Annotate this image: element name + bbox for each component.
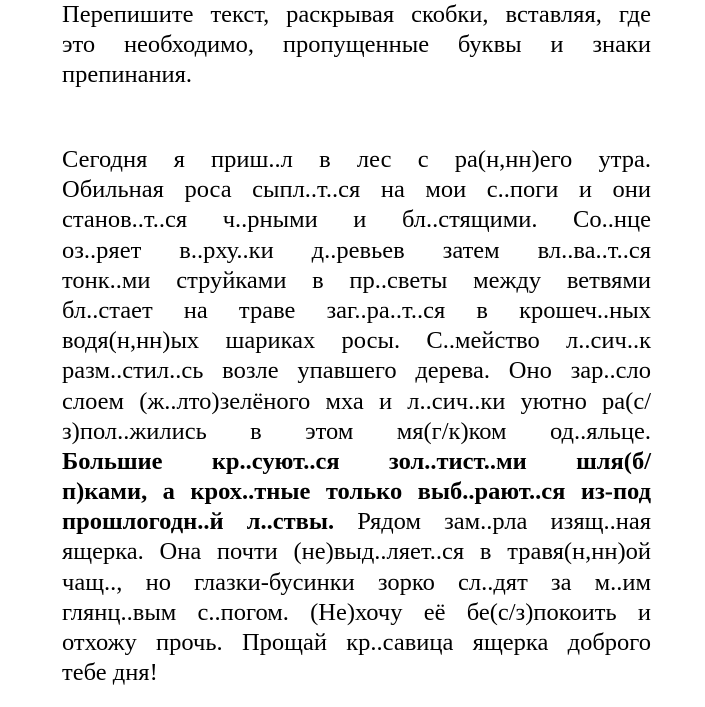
text-segment: станов..т..ся ч..рными и бл..стящими. Со..нце [62, 206, 651, 234]
bold-text-segment: Большие кр..суют..ся зол..тист..ми шля(б/ [62, 447, 651, 475]
text-line [62, 175, 651, 205]
text-line [62, 598, 651, 628]
text-line [62, 537, 651, 567]
text-line [62, 568, 651, 598]
text-line [62, 236, 651, 266]
text-segment: Обильная роса сыпл..т..ся на мои с..поги и они [62, 176, 651, 204]
text-segment: ящерка. Она почти (не)выд..ляет..ся в травя(н,нн)ой [62, 538, 651, 566]
text-line [62, 417, 651, 447]
text-segment: слоем (ж..лто)зелёного мха и л..сич..ки уютно ра(с/ [62, 387, 651, 415]
task-instructions [62, 0, 651, 91]
text-line [62, 387, 651, 417]
text-segment: Рядом зам..рла изящ..ная [334, 508, 651, 536]
text-segment: водя(н,нн)ых шариках росы. С..мейство л..сич..к [62, 327, 651, 355]
text-line [62, 447, 651, 477]
bold-text-segment: прошлогодн..й л..ствы. [62, 508, 335, 536]
text-segment: бл..стает на траве заг..ра..т..ся в крошеч..ных [62, 296, 651, 324]
text-segment: чащ.., но глазки-бусинки зорко сл..дят за м..им [62, 568, 651, 596]
text-segment: глянц..вым с..погом. (Не)хочу её бе(с/з)покоить и [62, 598, 651, 626]
text-line [62, 356, 651, 386]
text-line [62, 628, 651, 658]
text-segment: тонк..ми струйками в пр..светы между ветвями [62, 266, 651, 294]
document-page [62, 0, 651, 687]
text-line [62, 145, 651, 175]
text-line [62, 658, 651, 688]
text-line [62, 326, 651, 356]
text-line [62, 266, 651, 296]
text-line [62, 296, 651, 326]
text-segment: отхожу прочь. Прощай кр..савица ящерка доброго [62, 629, 651, 656]
text-segment: тебе дня! [62, 659, 158, 687]
task-line: Перепишите текст, раскрывая скобки, вставляя, где [62, 1, 651, 28]
bold-text-segment: п)ками, а крох..тные только выб..рают..ся из-под [62, 478, 651, 506]
exercise-text [62, 145, 651, 688]
text-segment: оз..ряет в..рху..ки д..ревьев затем вл..ва..т..ся [62, 236, 651, 264]
text-line [62, 507, 651, 537]
text-segment: з)пол..жились в этом мя(г/к)ком од..яльце. [62, 417, 651, 445]
text-line [62, 205, 651, 235]
task-line: это необходимо, пропущенные буквы и знаки [62, 31, 651, 59]
text-segment: разм..стил..сь возле упавшего дерева. Оно зар..сло [62, 357, 651, 385]
text-line [62, 477, 651, 507]
text-segment: Сегодня я приш..л в лес с ра(н,нн)его утра. [62, 146, 651, 173]
task-line: препинания. [62, 61, 193, 89]
